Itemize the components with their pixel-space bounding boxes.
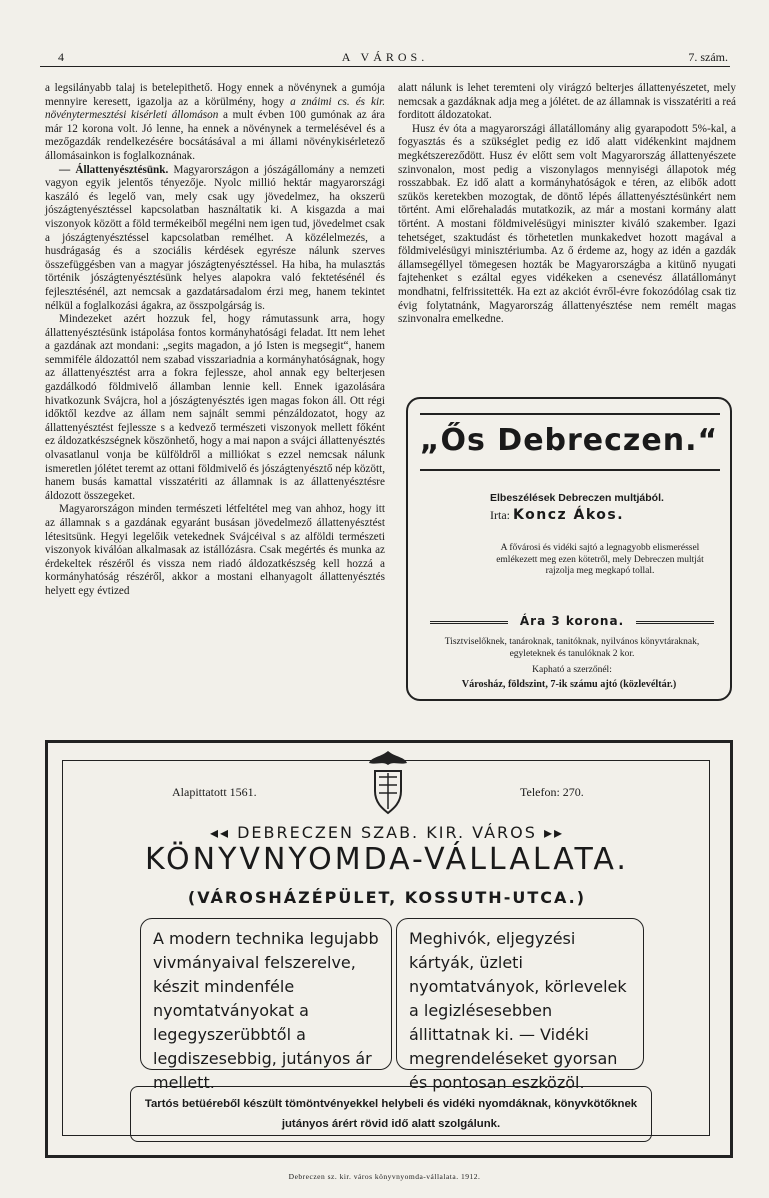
left-column	[45, 82, 385, 599]
paragraph: Mindezeket azért hozzuk fel, hogy rámutassunk arra, hogy állattenyésztésünk istápolása fontos kormányhatósági feladat. Itt nem lehet a gazdának azt mondani: „segits magadon, a jó Isten is megsegit“, hanem semmiféle áldozattól nem szabad visszariadnia a kormányhatóságnak, hogy az állattenyésztést arra a fokra fejlessze, ahol annak egy belterjesen gazdálkodó földmivelő államban lennie kell. Ennek igazolására hivatkozunk Svájcra, hol a jószágtenyésztés igen magas fokon áll. Ott régi időktől kezdve az állam nem sajnált semmi pénzáldozatot, hogy az állattenyésztést fejlessze s a kedvező természeti viszonyok mellett főként ez áldozatkészségnek köszönhető, hogy a mai napon a svájci állattenyésztés olvasatlanul vonja be külföldről a milliókat s ezzel nemcsak nálunk ismeretlen jólétet teremt az ottani földmivelő és jószágtenyésztő nép között, hanem busás kamattal visszatériti az államnak is az állattenyésztésre áldozott összegeket.	[45, 313, 385, 502]
services-box-right	[396, 918, 644, 1092]
type-offer-text: Tartós betüéreből készült tömöntvényekkel helybeli és vidéki nyomdáknak, könyvkötőknek jutányos árért rövid idő alatt szolgálunk.	[144, 1098, 638, 1130]
city-emblem-icon	[363, 747, 413, 817]
author-name: Koncz Ákos.	[513, 507, 625, 523]
page-footer: Debreczen sz. kir. város könyvnyomda-vállalata. 1912.	[288, 1172, 481, 1181]
paragraph	[45, 82, 385, 164]
services-box-left	[140, 918, 392, 1092]
discount-note: Tisztviselőknek, tanároknak, tanitóknak, nyilvános könyvtáraknak, egyleteknek és tanulóknak 2 kor.	[444, 637, 700, 659]
paragraph: Magyarországon minden természeti létfeltétel meg van ahhoz, hogy itt az államnak s a gazdának egyaránt busásan jövedelmező állattenyésztést létesitsünk. Hegyi legelőik vetekednek Svájcéival s az alföldi természeti viszonyok kiválóan alkalmasak az istállózásra. Csak megértés és munka az érdekeltek részéről és vissza nem riadó áldozatkészség kell hozzá a kormányhatóság részéről, akkor a mostani elhanyagolt állattenyésztés helyett egy évtized	[45, 503, 385, 597]
italic-text: a znáimi cs. és kir. növénytermesztési kisérleti állomáson	[45, 95, 386, 122]
services-text: Meghivók, eljegyzési kártyák, üzleti nyomtatványok, körlevelek a legizlésesebben állittatnak ki. — Vidéki megrendeléseket gyorsan és pontosan eszközöl.	[409, 929, 627, 1092]
company-address: (VÁROSHÁZÉPÜLET, KOSSUTH-UTCA.)	[187, 888, 587, 907]
author-prefix: Irta:	[490, 508, 510, 522]
book-price: Ára 3 korona.	[422, 614, 722, 628]
book-author	[490, 507, 710, 523]
book-description: A fővárosi és vidéki sajtó a legnagyobb elismeréssel emlékezett meg ezen kötetről, mely Debreczen multját rajzolja meg megkapó tollal.	[496, 543, 704, 576]
book-title: „Ős Debreczen.“	[419, 423, 719, 458]
page-number: 4	[58, 50, 64, 64]
running-header	[40, 50, 730, 67]
text: a mult évben 100 gumónak az ára már 12 korona volt. Jó lenne, ha ennek a növénynek a termelésével és a mezőgazdák rendelkezésére bocsátásával a mi állami növénykisérletező állomásainkon is foglalkoznának.	[45, 109, 385, 162]
text: a legsilányabb talaj is betelepithető. Hogy ennek a növénynek a gumója mennyire keresett, igazolja az a körülmény, hogy	[45, 82, 385, 108]
book-subtitle: Elbeszélések Debreczen multjából.	[490, 492, 664, 504]
paragraph: Husz év óta a magyarországi állatállomány alig gyarapodott 5%-kal, a fogyasztás és a szükséglet pedig ez idő alatt vidékenkint majdnem megkétszereződött. Husz év előtt sem volt Magyarország állattenyészete szinvonalon, most pedig a viszonylagos mennyiségi állapotok még rosszabbak. Ez idő alatt a kormányhatóságok e téren, az elibők adott szükös keretekben mozogtak, de döntő lépés állattenyésztésünkért nem történt. Ami előrehaladás mutatkozik, az már a mostani kormány alatt történt. A mostani földmivelésügyi miniszter kiváló szakember. Igazi tehetséget, szaktudást és törhetetlen munkakedvet hozott magával a földmivelésügyi minisztériumba. Az ő érdeme az, hogy az idén a gazdák államsegéllyel tömegesen hozták be Magyarországba a kitünő nyugati fajtehenket s ezáltal egyes vidékeken a csenevész állatállományt mondhatni, felfrissitették. Ha ezt az akciót évről-évre fokozódólag csak tiz évig folytatnánk, Magyarország állattenyésztése nem remélt magas szinvonalra emelkedne.	[398, 122, 736, 326]
order-note: Kapható a szerzőnél:	[532, 665, 612, 675]
services-text: A modern technika legujabb vivmányaival felszerelve, készit mindenféle nyomtatványokat a legegyszerübbtől a legdiszesebbig, jutányos ár mellett.	[153, 929, 379, 1092]
printing-house-advertisement	[40, 740, 734, 1160]
company-city-line: ◂◂ DEBRECZEN SZAB. KIR. VÁROS ▸▸	[209, 823, 565, 842]
company-name: KÖNYVNYOMDA-VÁLLALATA.	[145, 842, 629, 877]
right-column	[398, 82, 736, 327]
order-address: Városház, földszint, 7-ik számu ajtó (közlevéltár.)	[461, 679, 677, 690]
publication-title: A VÁROS.	[341, 50, 429, 64]
type-offer-strip	[130, 1086, 652, 1142]
founded-year: Alapittatott 1561.	[172, 785, 257, 799]
issue-number: 7. szám.	[688, 50, 728, 64]
text: Magyarországon a jószágállomány a nemzeti vagyon egyik jelentős tényezője. Nyolc millió hektár magyarországi kaszáló és legelő van, mely csak ugy jövedelmez, ha okszerü jószágtenyésztéssel kapcsolatban használtatik ki. A kisgazda a mai viszonyok között a föld termékeiből megélni nem igen tud, jövedelmet csak a jószágtenyésztéssel kapcsolatban remélhet. A közélelmezés, a husdrágaság és a szociális kérdések egyrésze nálunk szerves összefüggésben van a magyar jószágtenyésztéssel. Ha hiba, ha mulasztás történik jószágtenyésztésünk helyes alapokra való fektetésénél és fejlesztésénél, azt nemcsak a gazdatársadalom érzi meg, hanem tekintet nélkül a foglalkozási ágakra, az összpolgárság is.	[45, 163, 385, 312]
paragraph: alatt nálunk is lehet teremteni oly virágzó belterjes állattenyészetet, mely nemcsak a gazdáknak adja meg a jólétet. de az államnak is visszatériti a reá forditott áldozatokat.	[398, 82, 736, 122]
section-heading: — Állattenyésztésünk.	[59, 163, 169, 176]
book-advertisement	[400, 393, 738, 705]
paragraph	[45, 164, 385, 314]
phone-number: Telefon: 270.	[520, 785, 584, 799]
